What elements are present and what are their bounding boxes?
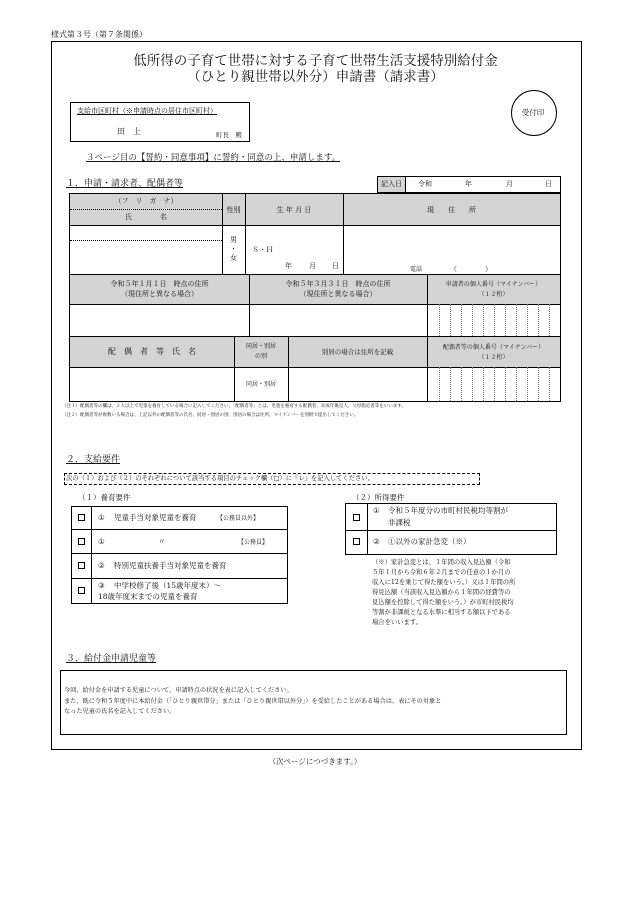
section3-line-2: また、既に令和５年度中に本給付金（「ひとり親世帯分」または「ひとり親世帯以外分」）を受給したことがある場合は、表にその対象と	[64, 698, 442, 705]
cohabitation-option[interactable]: 同居・別居	[245, 381, 276, 388]
gender-separator: ・	[230, 245, 237, 253]
form-title-line2: （ひとり親世帯以外分）申請書（請求書）	[187, 69, 444, 85]
entry-date-month: 月	[506, 180, 513, 188]
birth-year-label: 年	[285, 262, 292, 270]
gender-female[interactable]: 女	[230, 254, 237, 262]
parenting-text-4b: 18歳年度末までの児童を養育	[98, 592, 198, 601]
spouse-my-number-subheader: （１２桁）	[478, 354, 509, 361]
parenting-checkbox-3[interactable]	[78, 562, 85, 569]
oath-statement: ３ページ目の【誓約・同意事項】に誓約・同意の上、申請します。	[86, 153, 341, 163]
form-title-line1: 低所得の子育て世帯に対する子育て世帯生活支援特別給付金	[133, 53, 498, 69]
income-num-1: ①	[373, 506, 380, 515]
phone-label: 電話	[410, 266, 423, 273]
parenting-num-2: ①	[98, 537, 105, 546]
parenting-text-2: 〃	[158, 537, 166, 546]
parenting-text-4: 中学校修了後（15歳年度末）～	[114, 581, 222, 590]
municipality-label: 支給市区町村（※申請時点の居住市区町村）	[77, 107, 217, 115]
note-2: （注２）配偶者等が複数いる場合は、上記以外の配偶者等の氏名、同居・別居の別、別居の場合は住所、マイナンバーを別紙で提出してください。	[62, 413, 359, 418]
cohabitation-header: 同居・別居	[245, 343, 276, 350]
spouse-name-header: 配 偶 者 等 氏 名	[108, 347, 196, 356]
birthdate-header: 生 年 月 日	[276, 206, 312, 214]
entry-date-day: 日	[545, 180, 552, 188]
birth-month-label: 月	[309, 262, 316, 270]
separate-address-field[interactable]	[289, 368, 427, 401]
spouse-my-number-header: 配偶者等の個人番号（マイナンバー）	[442, 344, 545, 351]
municipality-title: 町長 殿	[216, 131, 242, 139]
parenting-text-1: 児童手当対象児童を養育	[114, 513, 197, 522]
name-header: 氏 名	[125, 213, 167, 221]
income-checkbox-2[interactable]	[353, 538, 360, 545]
birth-day-label: 日	[332, 262, 339, 270]
section1-heading: １．申請・請求者、配偶者等	[66, 179, 184, 189]
address-jan-subheader: （現住所と異なる場合）	[121, 290, 198, 298]
era-options[interactable]: Ｓ・Ｈ	[252, 246, 273, 254]
gender-header: 性別	[226, 206, 241, 214]
note-1: （注１）配偶者等の欄は、２人以上で児童を養育している場合に記入してください。「配偶者等」とは、児童を養育する配偶者、未成年後見人、父母指定者等をいいます。	[62, 404, 406, 409]
phone-field[interactable]: （ ）	[450, 265, 492, 273]
parenting-checkbox-4[interactable]	[78, 587, 85, 594]
footer-continue: （次ページにつづきます。）	[268, 757, 362, 766]
parenting-tag-2: 【公務員】	[238, 539, 269, 546]
income-checkbox-1[interactable]	[353, 514, 360, 521]
gender-male[interactable]: 男	[230, 236, 237, 244]
income-requirement-heading: （２）所得要件	[352, 493, 405, 502]
receipt-stamp-label: 受付印	[521, 108, 545, 117]
income-num-2: ②	[373, 537, 380, 546]
parenting-num-1: ①	[98, 513, 105, 522]
address-mar-field[interactable]	[250, 305, 427, 336]
income-text-1b: 非課税	[388, 518, 411, 527]
section2-heading: ２．支給要件	[66, 455, 121, 465]
address-jan-header: 令和５年１月１日 時点の住所	[110, 280, 209, 288]
section3-heading: ３．給付金申請児童等	[66, 654, 157, 664]
entry-date-era: 令和	[418, 180, 432, 188]
parenting-requirement-heading: （１）養育要件	[78, 493, 131, 502]
entry-date-year: 年	[465, 180, 472, 188]
my-number-header: 申請者の個人番号（マイナンバー）	[445, 281, 542, 288]
parenting-num-3: ②	[98, 561, 105, 570]
parenting-checkbox-2[interactable]	[78, 538, 85, 545]
section3-line-1: 今回、給付金を申請する児童について、申請時点の状況を表に記入してください。	[64, 687, 293, 694]
applicant-name-field[interactable]	[70, 226, 222, 274]
address-jan-field[interactable]	[70, 305, 249, 336]
entry-date-label: 記入日	[381, 180, 402, 188]
separate-address-header: 別居の場合は住所を記載	[321, 348, 394, 356]
spouse-my-number-field[interactable]	[428, 367, 560, 401]
income-text-2: ①以外の家計急変（※）	[388, 537, 471, 546]
current-address-header: 現 住 所	[427, 206, 476, 214]
section3-line-3: なった児童の氏名を記入してください。	[64, 708, 176, 715]
municipality-name: 田 上	[117, 127, 141, 136]
cohabitation-subheader: の別	[254, 353, 267, 360]
parenting-num-4: ③	[98, 581, 105, 590]
address-mar-subheader: （現住所と異なる場合）	[299, 290, 377, 298]
sudden-change-note: （※）家計急変とは、１年間の収入見込額（令和 ５年１月から令和６年２月までの任意の１か月の 収入に12を乗じて得た額をいう。）又は１年間の所 得見込額（当該収入見込額から１年間の経費等の 見込額を控除して得た額をいう。）が市町村民税均 等割が非課税となる水準に相当する額以下である 場合をいいます。	[372, 559, 516, 626]
income-text-1: 令和５年度分の市町村民税均等割が	[388, 506, 508, 515]
spouse-name-field[interactable]	[70, 368, 234, 401]
parenting-text-3: 特別児童扶養手当対象児童を養育	[114, 561, 227, 570]
my-number-subheader: （１２桁）	[478, 291, 509, 298]
applicant-my-number-field[interactable]	[428, 304, 560, 336]
parenting-tag-1: 【公務員以外】	[217, 515, 260, 522]
address-mar-header: 令和５年３月３１日 時点の住所	[285, 280, 391, 288]
section2-instruction: 次の（１）および（２）のそれぞれについて該当する項目のチェック欄（□）に『レ』を記入してください。	[66, 475, 374, 482]
furigana-header: （フ リ ガ ナ）	[114, 197, 178, 205]
parenting-checkbox-1[interactable]	[78, 514, 85, 521]
form-number: 様式第３号（第７条関係）	[51, 30, 147, 39]
